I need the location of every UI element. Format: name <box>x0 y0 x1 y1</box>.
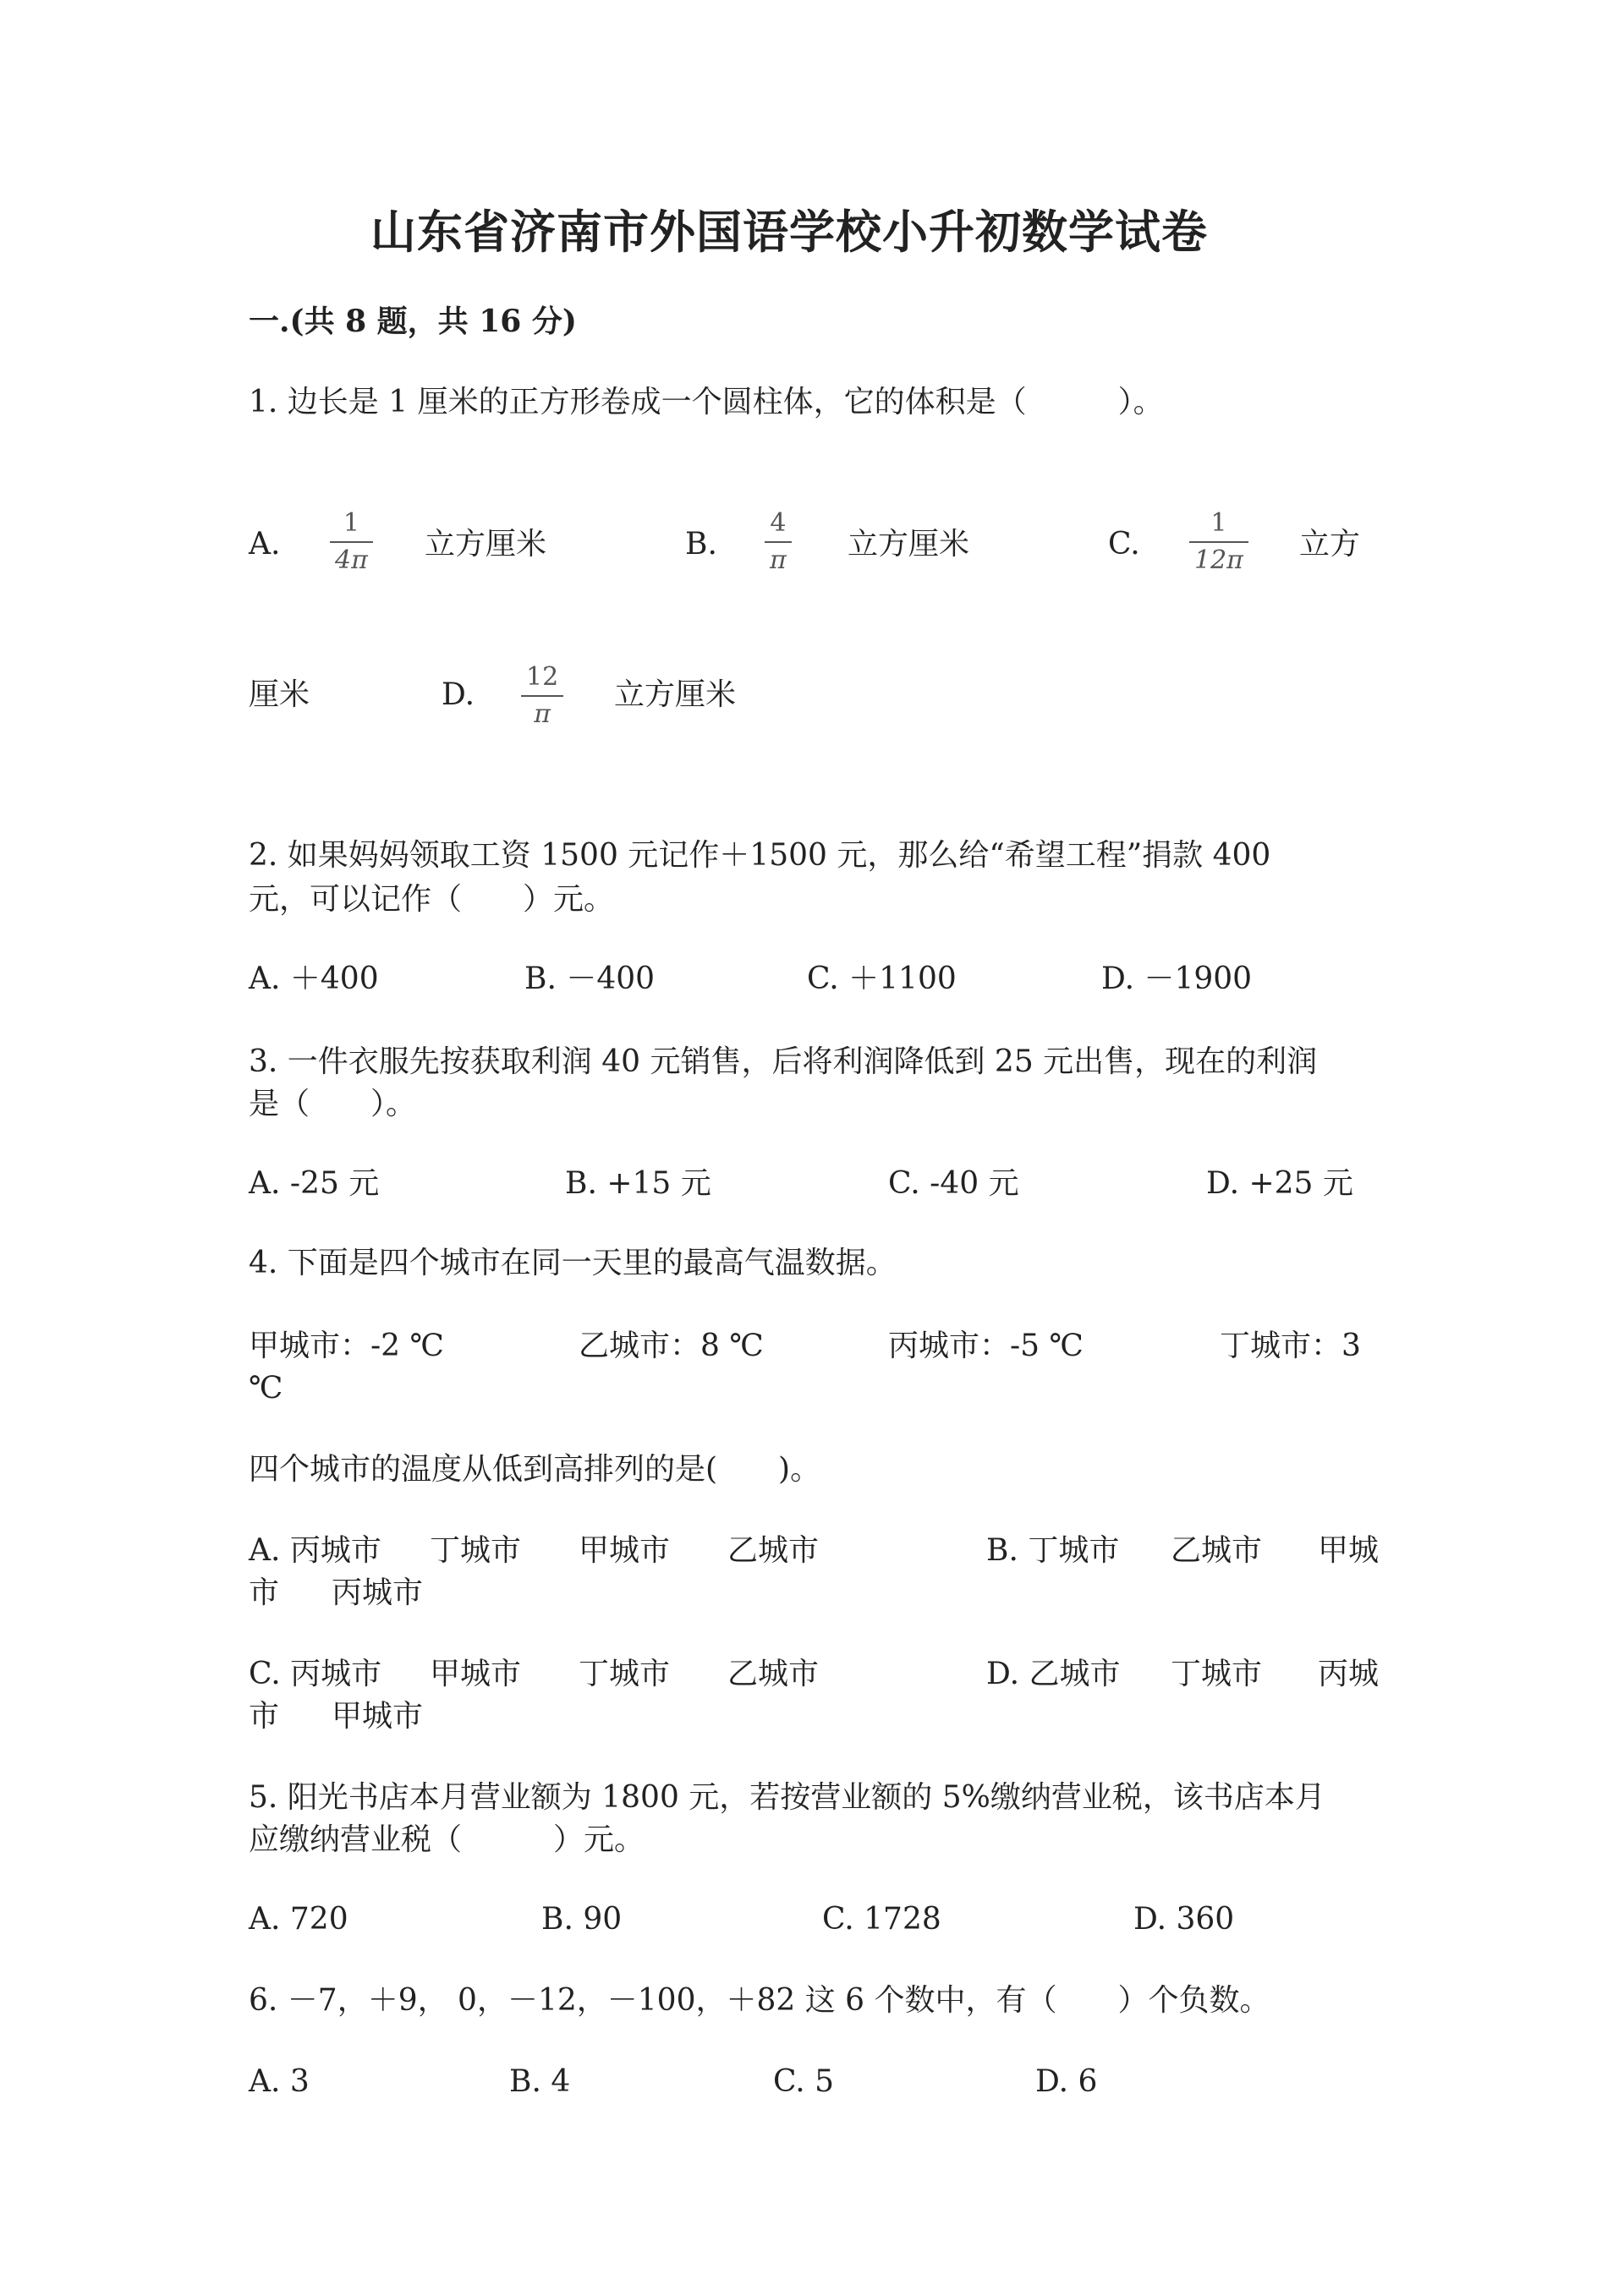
q4-stem: 4. 下面是四个城市在同一天里的最高气温数据。 <box>249 1246 897 1280</box>
q6-option-b: B. 4 <box>509 2064 571 2099</box>
q1-option-a-unit: 立方厘米 <box>425 527 547 562</box>
q4-option-d-1: D. 乙城市 <box>986 1657 1121 1691</box>
q4-option-a-1: A. 丙城市 <box>249 1533 381 1568</box>
q1-option-d-fraction <box>521 662 563 729</box>
q4-temp-ding: 丁城市：3 <box>1220 1329 1361 1363</box>
q4-option-a-3: 甲城市 <box>579 1533 671 1568</box>
q2-stem-line1: 2. 如果妈妈领取工资 1500 元记作＋1500 元，那么给“希望工程”捐款 400 <box>249 838 1271 873</box>
fraction-denominator: 4π <box>335 545 368 575</box>
fraction-numerator: 1 <box>343 508 359 538</box>
q4-option-c-1: C. 丙城市 <box>249 1657 382 1691</box>
q3-option-a: A. -25 元 <box>249 1166 380 1201</box>
q4-temp-bing: 丙城市：-5 ℃ <box>888 1329 1084 1363</box>
q4-option-d-2: 丁城市 <box>1171 1657 1263 1691</box>
q4-option-b-cont-1: 市 <box>249 1575 280 1610</box>
q2-option-d: D. －1900 <box>1101 962 1253 996</box>
q3-option-d: D. +25 元 <box>1206 1166 1353 1201</box>
q6-option-c: C. 5 <box>773 2064 835 2099</box>
q3-stem-line2: 是（ ）。 <box>249 1087 417 1121</box>
q6-option-a: A. 3 <box>249 2064 310 2099</box>
fraction-numerator: 1 <box>1210 508 1227 538</box>
q4-option-b-cont-2: 丙城市 <box>332 1575 424 1610</box>
q1-option-c-fraction <box>1189 508 1248 575</box>
q1-option-b-unit: 立方厘米 <box>848 527 970 562</box>
q4-option-d-cont-1: 市 <box>249 1699 280 1734</box>
q1-option-d-unit: 立方厘米 <box>614 677 737 712</box>
q1-option-a-fraction <box>330 508 373 575</box>
section-heading: 一.(共 8 题，共 16 分) <box>249 304 577 339</box>
q1-option-b-label: B. <box>685 527 717 562</box>
q4-option-b-2: 乙城市 <box>1171 1533 1263 1568</box>
q4-temp-yi: 乙城市：8 ℃ <box>579 1329 764 1363</box>
fraction-denominator: π <box>534 699 551 729</box>
q1-option-c-label: C. <box>1108 527 1140 562</box>
q4-option-b-3: 甲城 <box>1318 1533 1380 1568</box>
q1-option-c-unit: 立方 <box>1299 527 1361 562</box>
q6-stem: 6. －7，＋9， 0，－12，－100，＋82 这 6 个数中，有（ ）个负数。 <box>249 1983 1270 2018</box>
fraction-numerator: 12 <box>526 662 559 692</box>
q4-option-d-3: 丙城 <box>1318 1657 1380 1691</box>
q5-stem-line2: 应缴纳营业税（ ）元。 <box>249 1822 645 1857</box>
q4-option-d-cont-2: 甲城市 <box>332 1699 424 1734</box>
q4-option-a-4: 乙城市 <box>727 1533 820 1568</box>
q1-option-d-label: D. <box>442 677 475 712</box>
q4-option-c-3: 丁城市 <box>579 1657 671 1691</box>
q4-option-a-2: 丁城市 <box>430 1533 522 1568</box>
q1-stem: 1. 边长是 1 厘米的正方形卷成一个圆柱体，它的体积是（ ）。 <box>249 385 1164 419</box>
q2-option-b: B. －400 <box>524 962 656 996</box>
q5-option-c: C. 1728 <box>822 1902 941 1937</box>
q6-option-d: D. 6 <box>1035 2064 1098 2099</box>
q2-option-a: A. ＋400 <box>249 962 379 996</box>
fraction-numerator: 4 <box>770 508 787 538</box>
fraction-denominator: 12π <box>1194 545 1243 575</box>
q5-stem-line1: 5. 阳光书店本月营业额为 1800 元，若按营业额的 5%缴纳营业税，该书店本月 <box>249 1780 1325 1815</box>
q5-option-a: A. 720 <box>249 1902 348 1937</box>
page-title: 山东省济南市外国语学校小升初数学试卷 <box>370 205 1208 259</box>
q4-question: 四个城市的温度从低到高排列的是( )。 <box>249 1452 821 1487</box>
q3-option-c: C. -40 元 <box>888 1166 1019 1201</box>
q2-stem-line2: 元，可以记作（ ）元。 <box>249 882 615 917</box>
q1-option-b-fraction <box>765 508 792 575</box>
q3-option-b: B. +15 元 <box>565 1166 711 1201</box>
q4-option-c-4: 乙城市 <box>727 1657 820 1691</box>
q4-option-c-2: 甲城市 <box>430 1657 522 1691</box>
q4-option-b-1: B. 丁城市 <box>986 1533 1120 1568</box>
q5-option-b: B. 90 <box>541 1902 623 1937</box>
q1-option-a-label: A. <box>249 527 281 562</box>
q3-stem-line1: 3. 一件衣服先按获取利润 40 元销售，后将利润降低到 25 元出售，现在的利润 <box>249 1044 1318 1079</box>
q2-option-c: C. ＋1100 <box>807 962 957 996</box>
fraction-denominator: π <box>770 545 787 575</box>
q4-temp-ding-unit: ℃ <box>249 1371 283 1406</box>
q1-option-c-unit-cont: 厘米 <box>249 677 310 712</box>
q5-option-d: D. 360 <box>1133 1902 1235 1937</box>
q4-temp-jia: 甲城市：-2 ℃ <box>249 1329 444 1363</box>
